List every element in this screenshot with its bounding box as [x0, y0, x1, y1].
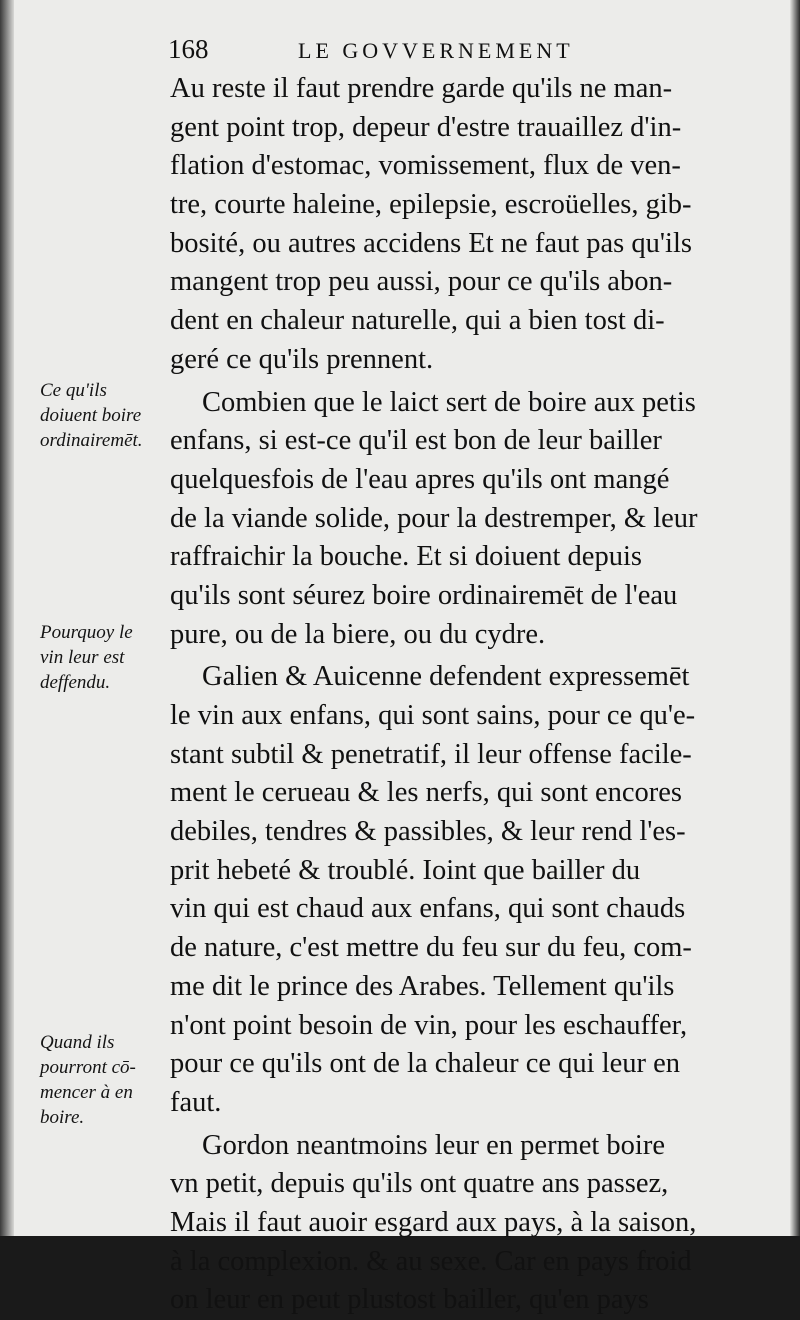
text-line: mangent trop peu aussi, pour ce qu'ils abon- [170, 266, 673, 298]
text-line: Combien que le laict sert de boire aux petis [202, 386, 696, 418]
text-line: raffraichir la bouche. Et si doiuent depuis [170, 541, 642, 573]
text-line: flation d'estomac, vomissement, flux de ven- [170, 150, 681, 182]
margin-note-line: boire. [40, 1107, 85, 1128]
margin-note-line: doiuent boire [40, 405, 142, 426]
text-line: faut. [170, 1086, 222, 1118]
text-line: me dit le prince des Arabes. Tellement qu'ils [170, 970, 675, 1002]
text-line: dent en chaleur naturelle, qui a bien tost di- [170, 305, 665, 337]
text-line: Galien & Auicenne defendent expressemēt [202, 661, 690, 693]
text-line: geré ce qu'ils prennent. [170, 343, 434, 375]
text-line: à la complexion. & au sexe. Car en pays froid [170, 1245, 692, 1277]
margin-note [40, 1030, 136, 1130]
text-line: Au reste il faut prendre garde qu'ils ne man- [170, 73, 673, 104]
text-line: stant subtil & penetratif, il leur offense facile- [170, 738, 692, 770]
text-line: Mais il faut auoir esgard aux pays, à la saison, [170, 1206, 697, 1238]
text-line: pure, ou de la biere, ou du cydre. [170, 618, 546, 650]
text-line: on leur en peut plustost bailler, qu'en pays [170, 1284, 649, 1316]
margin-note [40, 378, 143, 453]
margin-note [40, 620, 133, 695]
page-edge [790, 0, 800, 1236]
text-line: ment le cerueau & les nerfs, qui sont encores [170, 777, 683, 809]
text-line: Gordon neantmoins leur en permet boire [202, 1129, 665, 1161]
text-line: qu'ils sont séurez boire ordinairemēt de l'eau [170, 579, 678, 611]
running-head: LE GOVVERNEMENT [298, 38, 574, 63]
margin-note-line: Pourquoy le [40, 622, 133, 643]
text-line: gent point trop, depeur d'estre trauaillez d'in- [170, 111, 682, 143]
paragraph [170, 1127, 738, 1320]
margin-note-line: deffendu. [40, 672, 111, 693]
paragraph [170, 658, 738, 1122]
text-line: prit hebeté & troublé. Ioint que bailler du [170, 854, 641, 886]
page-number: 168 [168, 34, 209, 64]
margin-note-line: Quand ils [40, 1032, 115, 1053]
margin-note-line: pourront cō- [40, 1057, 136, 1078]
text-line: de nature, c'est mettre du feu sur du feu, com- [170, 932, 692, 964]
paragraph [170, 384, 738, 655]
margin-note-line: Ce qu'ils [40, 380, 107, 401]
gutter-shadow [0, 0, 14, 1236]
margin-note-line: mencer à en [40, 1082, 133, 1103]
text-line: debiles, tendres & passibles, & leur rend l'es- [170, 816, 686, 848]
text-line: de la viande solide, pour la destremper, & leur [170, 502, 698, 534]
text-line: tre, courte haleine, epilepsie, escroüelles, gib- [170, 189, 692, 221]
paragraph [170, 70, 738, 380]
text-line: n'ont point besoin de vin, pour les eschauffer, [170, 1009, 688, 1041]
text-line: enfans, si est-ce qu'il est bon de leur bailler [170, 425, 662, 457]
text-line: quelquesfois de l'eau apres qu'ils ont mangé [170, 463, 670, 495]
margin-note-line: vin leur est [40, 647, 125, 668]
text-line: le vin aux enfans, qui sont sains, pour ce qu'e- [170, 700, 696, 731]
text-line: vn petit, depuis qu'ils ont quatre ans passez, [170, 1168, 669, 1200]
text-line: pour ce qu'ils ont de la chaleur ce qui leur en [170, 1048, 681, 1080]
margin-note-line: ordinairemēt. [40, 430, 143, 451]
text-line: vin qui est chaud aux enfans, qui sont chauds [170, 893, 686, 925]
text-line: bosité, ou autres accidens Et ne faut pas qu'ils [170, 227, 692, 259]
main-text [170, 70, 738, 1320]
